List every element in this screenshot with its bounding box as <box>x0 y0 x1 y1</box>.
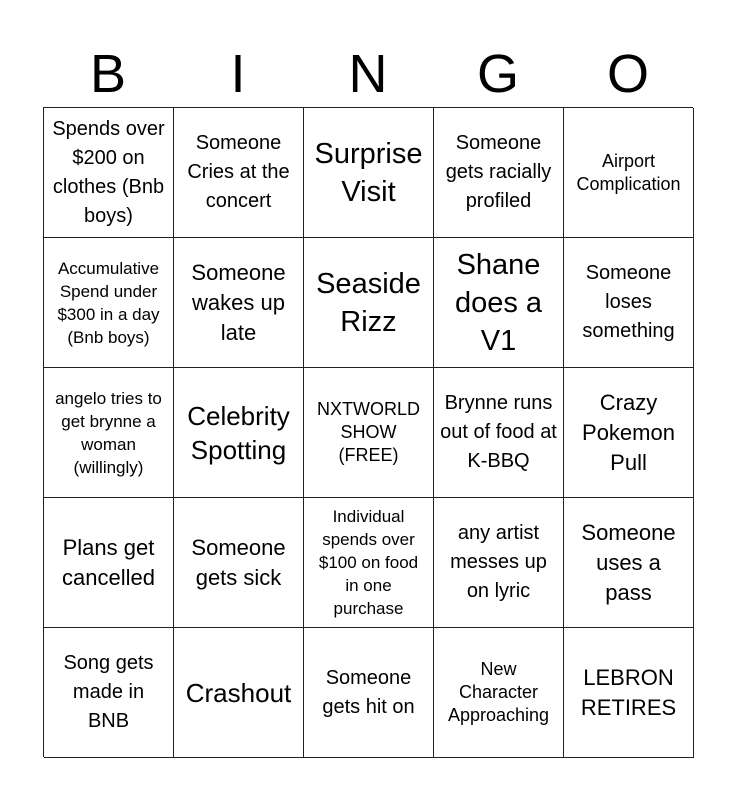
bingo-cell-r3c4[interactable] <box>434 368 564 498</box>
cell-text: LEBRON RETIRES <box>580 664 677 720</box>
cell-text: Brynne runs out of food at K-BBQ <box>440 392 557 472</box>
cell-text: Song gets made in BNB <box>63 652 154 732</box>
bingo-cell-r2c5[interactable] <box>564 238 694 368</box>
cell-text: Someone loses something <box>582 262 675 342</box>
cell-text: NXTWORLD SHOW (FREE) <box>317 399 420 465</box>
bingo-cell-r3c2[interactable] <box>174 368 304 498</box>
cell-text: Crazy Pokemon Pull <box>582 389 675 475</box>
cell-text: New Character Approaching <box>447 659 550 725</box>
header-letter-o: O <box>606 44 649 104</box>
header-letter-g: G <box>476 44 519 104</box>
bingo-cell-r1c3[interactable] <box>304 108 434 238</box>
cell-text: Plans get cancelled <box>62 534 155 590</box>
bingo-cell-r2c2[interactable] <box>174 238 304 368</box>
cell-text: Crashout <box>185 677 292 708</box>
bingo-cell-r1c2[interactable] <box>174 108 304 238</box>
header-letter-n: N <box>348 44 388 104</box>
bingo-cell-r1c1[interactable] <box>44 108 174 238</box>
cell-text: Someone gets hit on <box>322 666 415 718</box>
bingo-cell-r4c3[interactable] <box>304 498 434 628</box>
cell-text: Spends over $200 on clothes (Bnb boys) <box>52 117 165 227</box>
cell-text: Someone Cries at the concert <box>187 132 290 212</box>
bingo-cell-r3c5[interactable] <box>564 368 694 498</box>
cell-text: Individual spends over $100 on food in one purchase <box>318 507 419 618</box>
bingo-cell-r4c1[interactable] <box>44 498 174 628</box>
cell-text: Seaside Rizz <box>316 267 421 338</box>
bingo-header <box>43 40 693 108</box>
bingo-cell-r5c1[interactable] <box>44 628 174 758</box>
bingo-card-grid <box>43 107 693 757</box>
bingo-cell-r5c3[interactable] <box>304 628 434 758</box>
bingo-cell-r4c4[interactable] <box>434 498 564 628</box>
bingo-cell-r1c4[interactable] <box>434 108 564 238</box>
cell-text: Someone uses a pass <box>581 519 676 605</box>
cell-text: Someone wakes up late <box>191 259 286 345</box>
cell-text: any artist messes up on lyric <box>450 522 547 602</box>
bingo-cell-r4c5[interactable] <box>564 498 694 628</box>
cell-text: Someone gets racially profiled <box>445 132 552 212</box>
bingo-cell-r1c5[interactable] <box>564 108 694 238</box>
cell-text: Shane does a V1 <box>454 248 543 357</box>
bingo-cell-r4c2[interactable] <box>174 498 304 628</box>
header-letter-i: I <box>230 44 246 104</box>
cell-text: Airport Complication <box>576 150 681 194</box>
bingo-cell-r3c1[interactable] <box>44 368 174 498</box>
bingo-cell-r2c4[interactable] <box>434 238 564 368</box>
cell-text: angelo tries to get brynne a woman (willingly) <box>55 388 162 477</box>
bingo-cell-r5c5[interactable] <box>564 628 694 758</box>
bingo-cell-r3c3[interactable] <box>304 368 434 498</box>
cell-text: Accumulative Spend under $300 in a day (Bnb boys) <box>57 258 160 347</box>
bingo-cell-r5c4[interactable] <box>434 628 564 758</box>
bingo-cell-r2c3[interactable] <box>304 238 434 368</box>
bingo-cell-r5c2[interactable] <box>174 628 304 758</box>
header-letter-b: B <box>89 44 127 104</box>
cell-text: Someone gets sick <box>191 534 286 590</box>
cell-text: Celebrity Spotting <box>187 400 290 465</box>
bingo-cell-r2c1[interactable] <box>44 238 174 368</box>
cell-text: Surprise Visit <box>314 137 423 208</box>
